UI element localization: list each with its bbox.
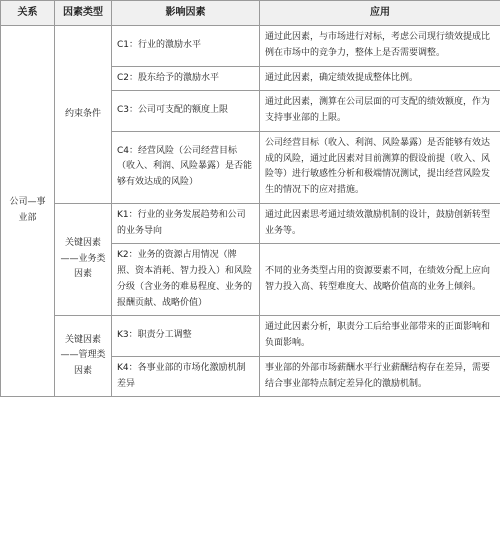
factor-type-business: 关键因素——业务类因素 (55, 203, 112, 316)
factor-type-constraint: 约束条件 (55, 26, 112, 204)
header-relation: 关系 (1, 1, 55, 26)
application-c3: 通过此因素，测算在公司层面的可支配的绩效额度，作为支持事业部的上限。 (260, 91, 500, 132)
table-row (1, 316, 500, 357)
header-factor-type: 因素类型 (55, 1, 112, 26)
factor-c3: C3：公司可支配的额度上限 (112, 91, 260, 132)
factor-k4: K4：各事业部的市场化激励机制差异 (112, 356, 260, 397)
application-k2: 不同的业务类型占用的资源要素不同，在绩效分配上应向智力投入高、转型难度大、战略价值高的业务上倾斜。 (260, 244, 500, 316)
application-k4: 事业部的外部市场薪酬水平行业薪酬结构存在差异，需要结合事业部特点制定差异化的激励机制。 (260, 356, 500, 397)
application-k1: 通过此因素思考通过绩效激励机制的设计，鼓励创新转型业务等。 (260, 203, 500, 244)
application-c1: 通过此因素，与市场进行对标，考虑公司现行绩效提成比例在市场中的竞争力，整体上是否需要调整。 (260, 26, 500, 67)
application-k3: 通过此因素分析，职责分工后给事业部带来的正面影响和负面影响。 (260, 316, 500, 357)
factor-type-management: 关键因素——管理类因素 (55, 316, 112, 397)
factor-k3: K3：职责分工调整 (112, 316, 260, 357)
factor-k2: K2：业务的资源占用情况（牌照、资本消耗、智力投入）和风险分级（含业务的难易程度、业务的报酬贡献、战略价值） (112, 244, 260, 316)
header-application: 应用 (260, 1, 500, 26)
header-row (1, 1, 500, 26)
factor-c1: C1：行业的激励水平 (112, 26, 260, 67)
factor-c2: C2：股东给予的激励水平 (112, 66, 260, 91)
application-c2: 通过此因素，确定绩效提成整体比例。 (260, 66, 500, 91)
table-row (1, 203, 500, 244)
header-factor: 影响因素 (112, 1, 260, 26)
table-row (1, 26, 500, 67)
factor-c4: C4：经营风险（公司经营目标（收入、利润、风险暴露）是否能够有效达成的风险） (112, 131, 260, 203)
relation-cell: 公司—事业部 (1, 26, 55, 397)
factor-k1: K1：行业的业务发展趋势和公司的业务导向 (112, 203, 260, 244)
application-c4: 公司经营目标（收入、利润、风险暴露）是否能够有效达成的风险，通过此因素对目前测算的假设前提（收入、风险等）进行敏感性分析和极端情况测试，提出经营风险发生的情况下的应对措施。 (260, 131, 500, 203)
